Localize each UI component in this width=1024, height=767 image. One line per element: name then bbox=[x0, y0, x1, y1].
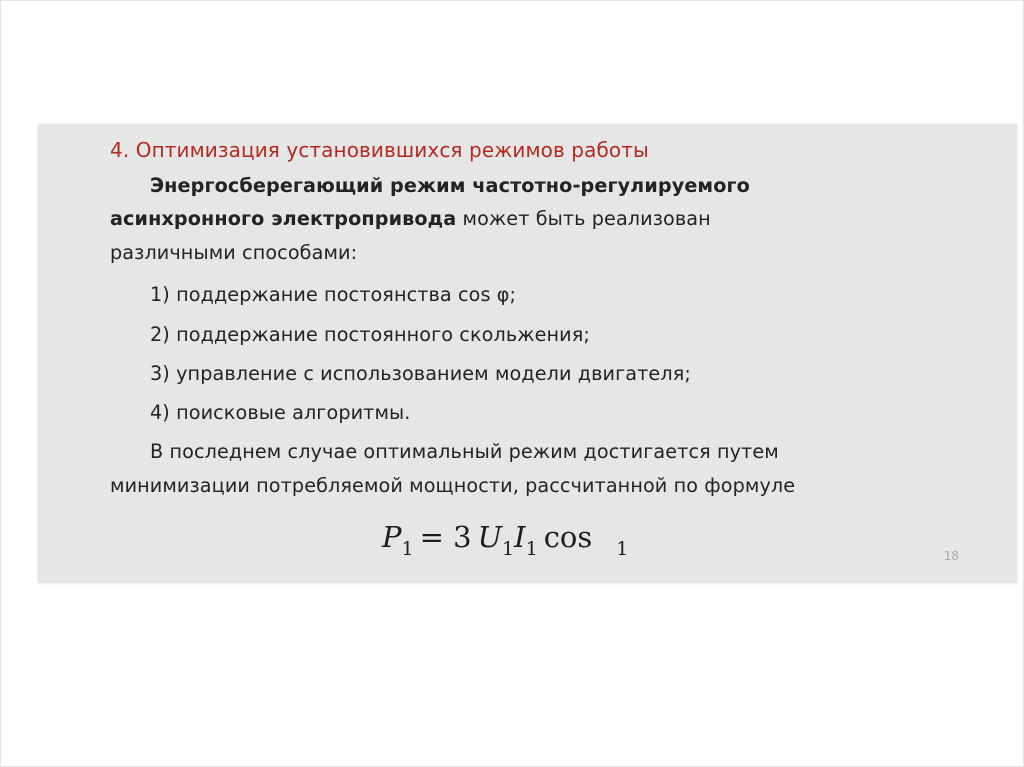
conclusion-line-2: минимизации потребляемой мощности, рассчитанной по формуле bbox=[110, 474, 796, 497]
list-item: 2) поддержание постоянного скольжения; bbox=[150, 323, 590, 346]
intro-line-2 bbox=[110, 207, 711, 230]
slide bbox=[38, 124, 1017, 583]
intro-line-1: Энергосберегающий режим частотно-регулируемого bbox=[150, 174, 750, 197]
formula-p: P bbox=[382, 520, 402, 554]
formula-cos: cos bbox=[543, 520, 593, 554]
formula-tail-subscript: 1 bbox=[616, 538, 629, 560]
slide-heading: 4. Оптимизация установившихся режимов работы bbox=[110, 138, 649, 162]
formula-i-subscript: 1 bbox=[525, 538, 538, 560]
intro-line-2-rest: может быть реализован bbox=[456, 207, 711, 230]
formula-i: I bbox=[514, 520, 526, 554]
formula-u: U bbox=[477, 520, 503, 554]
formula-p-subscript: 1 bbox=[401, 538, 414, 560]
conclusion-line-1: В последнем случае оптимальный режим достигается путем bbox=[150, 440, 779, 463]
slide-number: 18 bbox=[943, 549, 959, 563]
list-item: 1) поддержание постоянства cos φ; bbox=[150, 283, 517, 306]
formula-equals: = 3 bbox=[419, 520, 472, 554]
list-item: 3) управление с использованием модели двигателя; bbox=[150, 362, 691, 385]
list-item: 4) поисковые алгоритмы. bbox=[150, 401, 411, 424]
intro-line-3: различными способами: bbox=[110, 241, 358, 264]
formula-u-subscript: 1 bbox=[502, 538, 515, 560]
power-formula bbox=[382, 520, 629, 560]
intro-line-2-bold: асинхронного электропривода bbox=[110, 207, 457, 230]
